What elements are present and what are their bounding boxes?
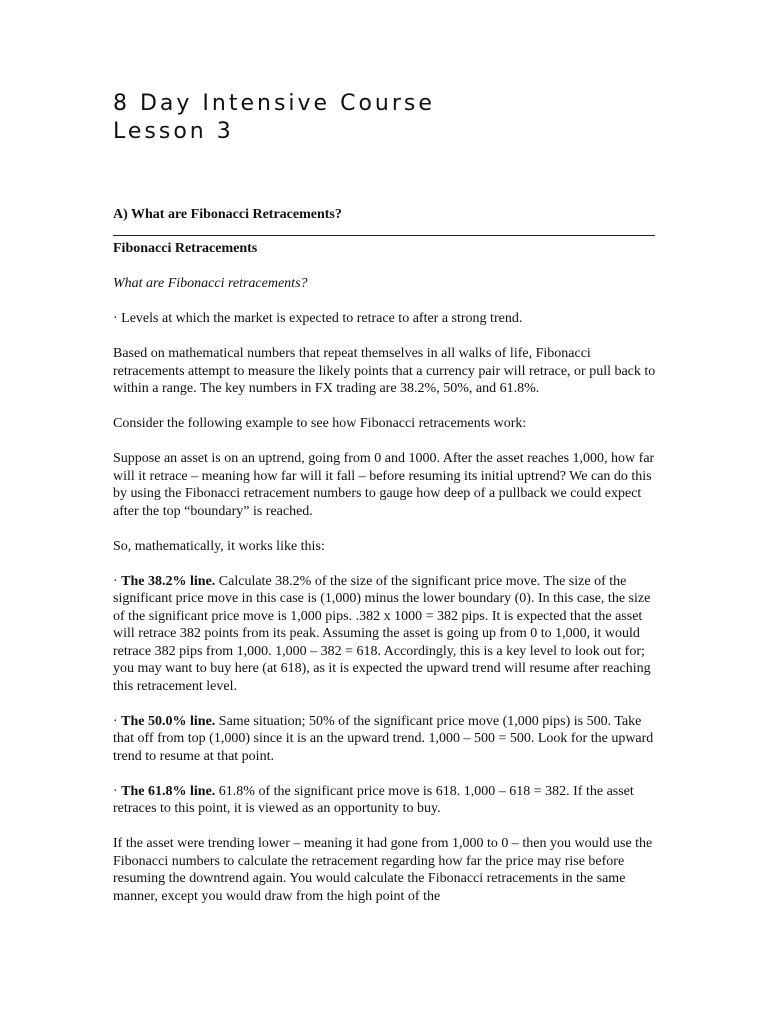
paragraph-consider: Consider the following example to see how Fibonacci retracements work: — [113, 416, 527, 431]
bullet-marker: · — [113, 713, 122, 729]
section-heading: A) What are Fibonacci Retracements? — [113, 206, 655, 236]
bullet-marker: · — [113, 573, 122, 589]
bullet-382-text: Calculate 38.2% of the size of the significant price move. The size of the significant price move in this case is (1,000) minus the lower boundary (0). In this case, the size of the significant price move is 1,000 pips. .382 x 1000 = 382 pips. It is expected that the asset will retrace 382 points from its peak. Assuming the asset is going up from 0 to 1,000, it would retrace 382 pips from 1,000. 1,000 – 382 = 618. Accordingly, this is a key level to look out for; you may want to buy here (at 618), as it is expected the upward trend will resume after reaching this retracement level. — [113, 573, 651, 694]
bullet-618-label: The 61.8% line. — [121, 783, 216, 799]
document-body — [113, 240, 658, 923]
course-title-line2: Lesson 3 — [113, 119, 234, 144]
bullet-382-line — [113, 573, 658, 696]
bullet-382-label: The 38.2% line. — [121, 573, 216, 589]
bullet-marker: · — [113, 783, 122, 799]
paragraph-suppose: Suppose an asset is on an uptrend, going from 0 and 1000. After the asset reaches 1,000, how far will it retrace – meaning how far will it fall – before resuming its initial uptrend? We can do this by using the Fibonacci retracement numbers to gauge how deep of a pullback we could expect after the top “boundary” is reached. — [113, 451, 655, 519]
course-title — [113, 90, 435, 146]
paragraph-based-on: Based on mathematical numbers that repeat themselves in all walks of life, Fibonacci retracements attempt to measure the likely points that a currency pair will retrace, or pull back to within a range. The key numbers in FX trading are 38.2%, 50%, and 61.8%. — [113, 346, 656, 396]
bullet-500-line — [113, 713, 658, 766]
paragraph-so: So, mathematically, it works like this: — [113, 538, 325, 554]
bullet-intro: · Levels at which the market is expected to retrace to after a strong trend. — [113, 311, 523, 326]
question-text: What are Fibonacci retracements? — [113, 276, 308, 291]
sub-heading: Fibonacci Retracements — [113, 241, 258, 256]
course-title-line1: 8 Day Intensive Course — [113, 91, 435, 116]
bullet-500-text: Same situation; 50% of the significant price move (1,000 pips) is 500. Take that off from top (1,000) since it is an the upward trend. 1,000 – 500 = 500. Look for the upward trend to resume at that point. — [113, 713, 654, 764]
bullet-618-line — [113, 783, 658, 818]
paragraph-trending-lower: If the asset were trending lower – meaning it had gone from 1,000 to 0 – then you would use the Fibonacci numbers to calculate the retracement regarding how far the price may rise before resuming the downtrend again. You would calculate the Fibonacci retracements in the same manner, except you would draw from the high point of the — [113, 836, 653, 904]
bullet-618-text: 61.8% of the significant price move is 618. 1,000 – 618 = 382. If the asset retraces to this point, it is viewed as an opportunity to buy. — [113, 783, 634, 816]
bullet-500-label: The 50.0% line. — [121, 713, 216, 729]
